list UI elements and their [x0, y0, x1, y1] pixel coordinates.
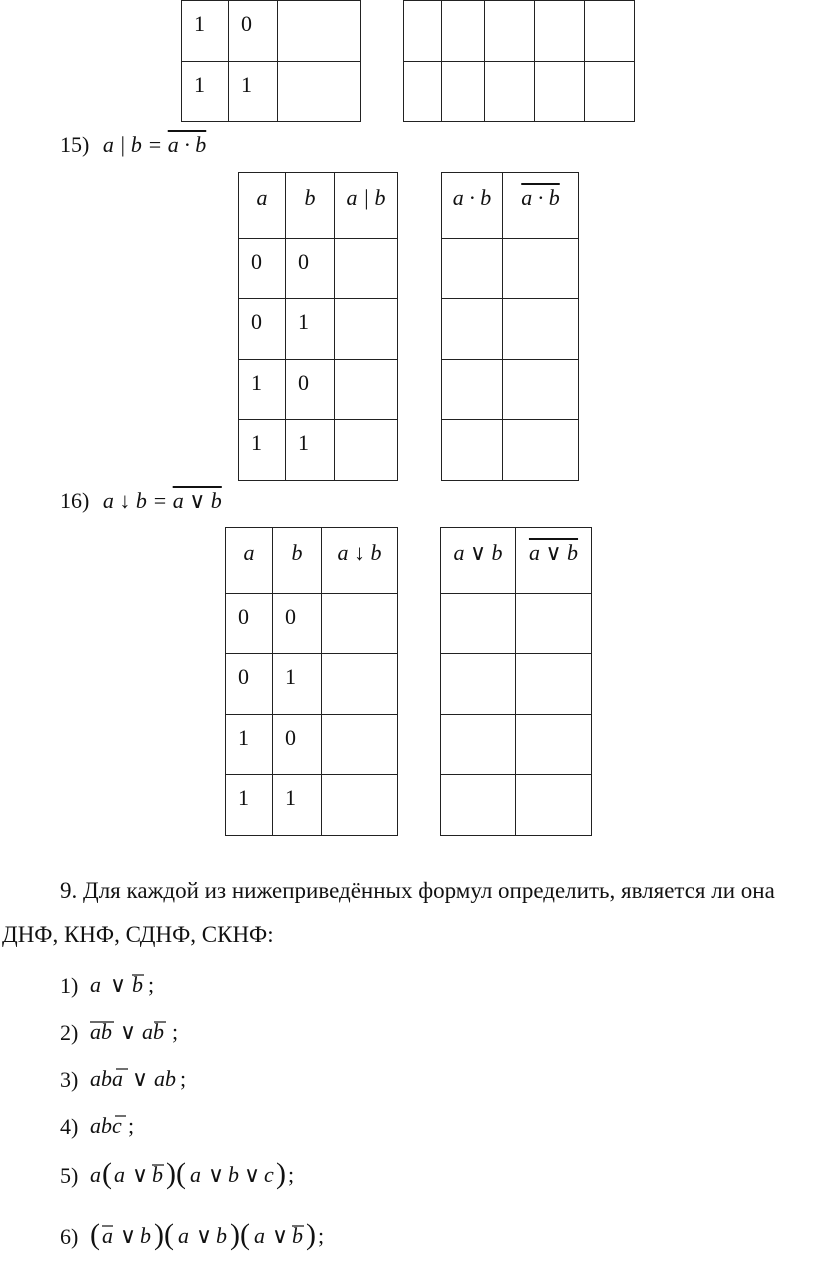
column-header: a | b [346, 185, 386, 210]
svg-text:a: a [89, 972, 101, 997]
column-header: a ∨ b [528, 540, 579, 565]
svg-text:;: ; [287, 1162, 294, 1187]
svg-text:a: a [113, 1162, 125, 1187]
formula-item-5 [60, 1157, 308, 1193]
column-header: a [256, 185, 268, 210]
svg-text:a: a [101, 1223, 113, 1248]
formula-6 [88, 1218, 328, 1254]
svg-text:aba: aba [89, 1066, 123, 1091]
svg-text:ab: ab [141, 1019, 164, 1044]
item-15-heading [60, 134, 206, 156]
svg-text:c: c [263, 1162, 274, 1187]
svg-text:∨: ∨ [207, 1162, 224, 1187]
column-header: a ∨ b [453, 540, 503, 565]
item-number: 4) [60, 1114, 79, 1139]
formula-item-3 [60, 1064, 228, 1094]
truth-table-16-left: a b a ↓ b 0 0 0 1 1 0 1 1 [225, 527, 398, 836]
svg-text:∨: ∨ [243, 1162, 260, 1187]
svg-text:a: a [89, 1162, 101, 1187]
svg-text:)(: )( [229, 1218, 250, 1251]
svg-text:∨: ∨ [131, 1066, 148, 1091]
svg-text:b: b [139, 1223, 151, 1248]
svg-text:b: b [291, 1223, 303, 1248]
svg-text:): ) [275, 1157, 286, 1190]
formula-item-6 [60, 1218, 328, 1254]
column-header: a · b [452, 185, 492, 210]
truth-table-15-left: a b a | b 0 0 0 1 1 0 1 1 [238, 172, 398, 481]
svg-text:;: ; [179, 1066, 186, 1091]
svg-text:;: ; [171, 1019, 178, 1044]
svg-text:∨: ∨ [131, 1162, 148, 1187]
svg-text:∨: ∨ [109, 972, 126, 997]
cell: 0 [229, 1, 278, 62]
task-9-line-1: 9. Для каждой из нижеприведённых формул определить, является ли она [60, 878, 775, 903]
formula-rhs: a ∨ b [172, 488, 222, 513]
svg-text:;: ; [127, 1113, 134, 1138]
svg-text:)(: )( [165, 1157, 186, 1190]
item-number: 2) [60, 1020, 79, 1045]
svg-text:a: a [253, 1223, 265, 1248]
column-header: a ↓ b [337, 540, 382, 565]
task-9-line-2: ДНФ, КНФ, СДНФ, СКНФ: [2, 922, 274, 947]
svg-text:ab: ab [153, 1066, 176, 1091]
cell: 1 [182, 62, 229, 122]
svg-text:;: ; [317, 1223, 324, 1248]
svg-text:a: a [189, 1162, 201, 1187]
item-number: 1) [60, 973, 79, 998]
cell: 1 [229, 62, 278, 122]
column-header: a · b [521, 185, 560, 210]
truth-table-fragment-right [403, 0, 635, 122]
formula-rhs: a · b [167, 132, 207, 157]
formula-3 [88, 1064, 228, 1094]
truth-table-fragment-left [181, 0, 361, 122]
column-header: b [291, 540, 303, 565]
formula-5 [88, 1157, 308, 1193]
svg-text:(: ( [89, 1218, 100, 1251]
svg-text:abc: abc [89, 1113, 122, 1138]
item-number: 16) [60, 488, 90, 513]
svg-text:∨: ∨ [271, 1223, 288, 1248]
svg-text:b: b [227, 1162, 239, 1187]
formula-item-1 [60, 970, 168, 1000]
svg-text:ab: ab [89, 1019, 112, 1044]
item-16-heading [60, 490, 222, 512]
item-number: 3) [60, 1067, 79, 1092]
formula-4 [88, 1111, 168, 1141]
formula-item-4 [60, 1111, 168, 1141]
svg-text:(: ( [101, 1157, 112, 1190]
formula-item-2 [60, 1017, 208, 1047]
column-header: b [304, 185, 316, 210]
formula-2 [88, 1017, 208, 1047]
svg-text:b: b [215, 1223, 227, 1248]
svg-text:)(: )( [153, 1218, 174, 1251]
item-number: 15) [60, 132, 90, 157]
item-number: 6) [60, 1224, 79, 1249]
column-header: a [243, 540, 255, 565]
formula-1 [88, 970, 168, 1000]
formula-lhs: a ↓ b = [102, 488, 173, 513]
cell [278, 1, 361, 62]
svg-text:;: ; [147, 972, 154, 997]
svg-text:∨: ∨ [119, 1223, 136, 1248]
svg-text:): ) [305, 1218, 316, 1251]
truth-table-16-right [440, 527, 592, 836]
cell [278, 62, 361, 122]
cell: 1 [182, 1, 229, 62]
svg-text:∨: ∨ [195, 1223, 212, 1248]
truth-table-15-right [441, 172, 579, 481]
formula-lhs: a | b = [102, 132, 168, 157]
svg-text:b: b [151, 1162, 163, 1187]
svg-text:a: a [177, 1223, 189, 1248]
svg-text:b: b [131, 972, 143, 997]
item-number: 5) [60, 1163, 79, 1188]
svg-text:∨: ∨ [119, 1019, 136, 1044]
